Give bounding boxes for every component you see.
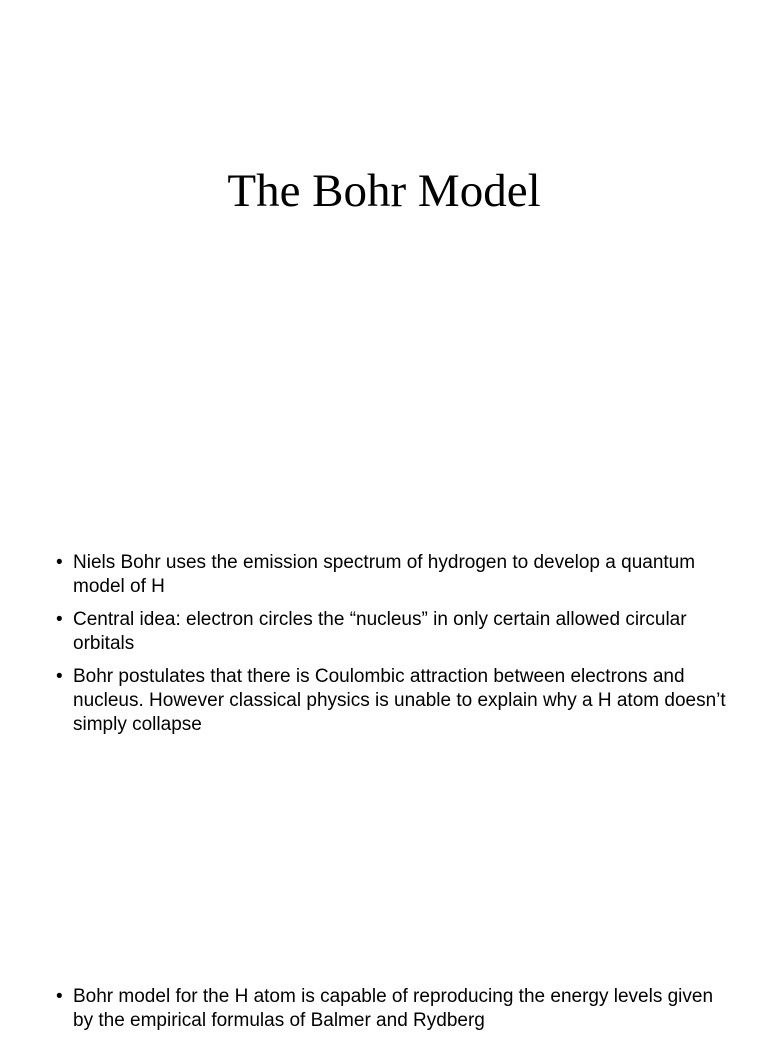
bullet-text: Central idea: electron circles the “nucleus” in only certain allowed circular orbitals	[73, 609, 687, 654]
bullet-list	[56, 985, 736, 1042]
bullet-dot: •	[56, 666, 63, 687]
slide-title: The Bohr Model	[227, 165, 541, 217]
bullet-text: Bohr postulates that there is Coulombic attraction between electrons and nucleus. However classical physics is unable to explain why a H atom doesn’t simply collapse	[73, 666, 726, 735]
bullet-text: Bohr model for the H atom is capable of reproducing the energy levels given by the empirical formulas of Balmer and Rydberg	[73, 986, 714, 1031]
bullet-dot: •	[56, 609, 63, 630]
bullet-dot: •	[56, 552, 63, 573]
bullet-item	[56, 608, 736, 656]
bullet-item	[56, 551, 736, 599]
bullet-item	[56, 665, 736, 737]
bullet-dot: •	[56, 986, 63, 1007]
bullet-text: Niels Bohr uses the emission spectrum of hydrogen to develop a quantum model of H	[73, 552, 696, 597]
bullet-list	[56, 551, 736, 746]
bullet-item	[56, 985, 736, 1033]
